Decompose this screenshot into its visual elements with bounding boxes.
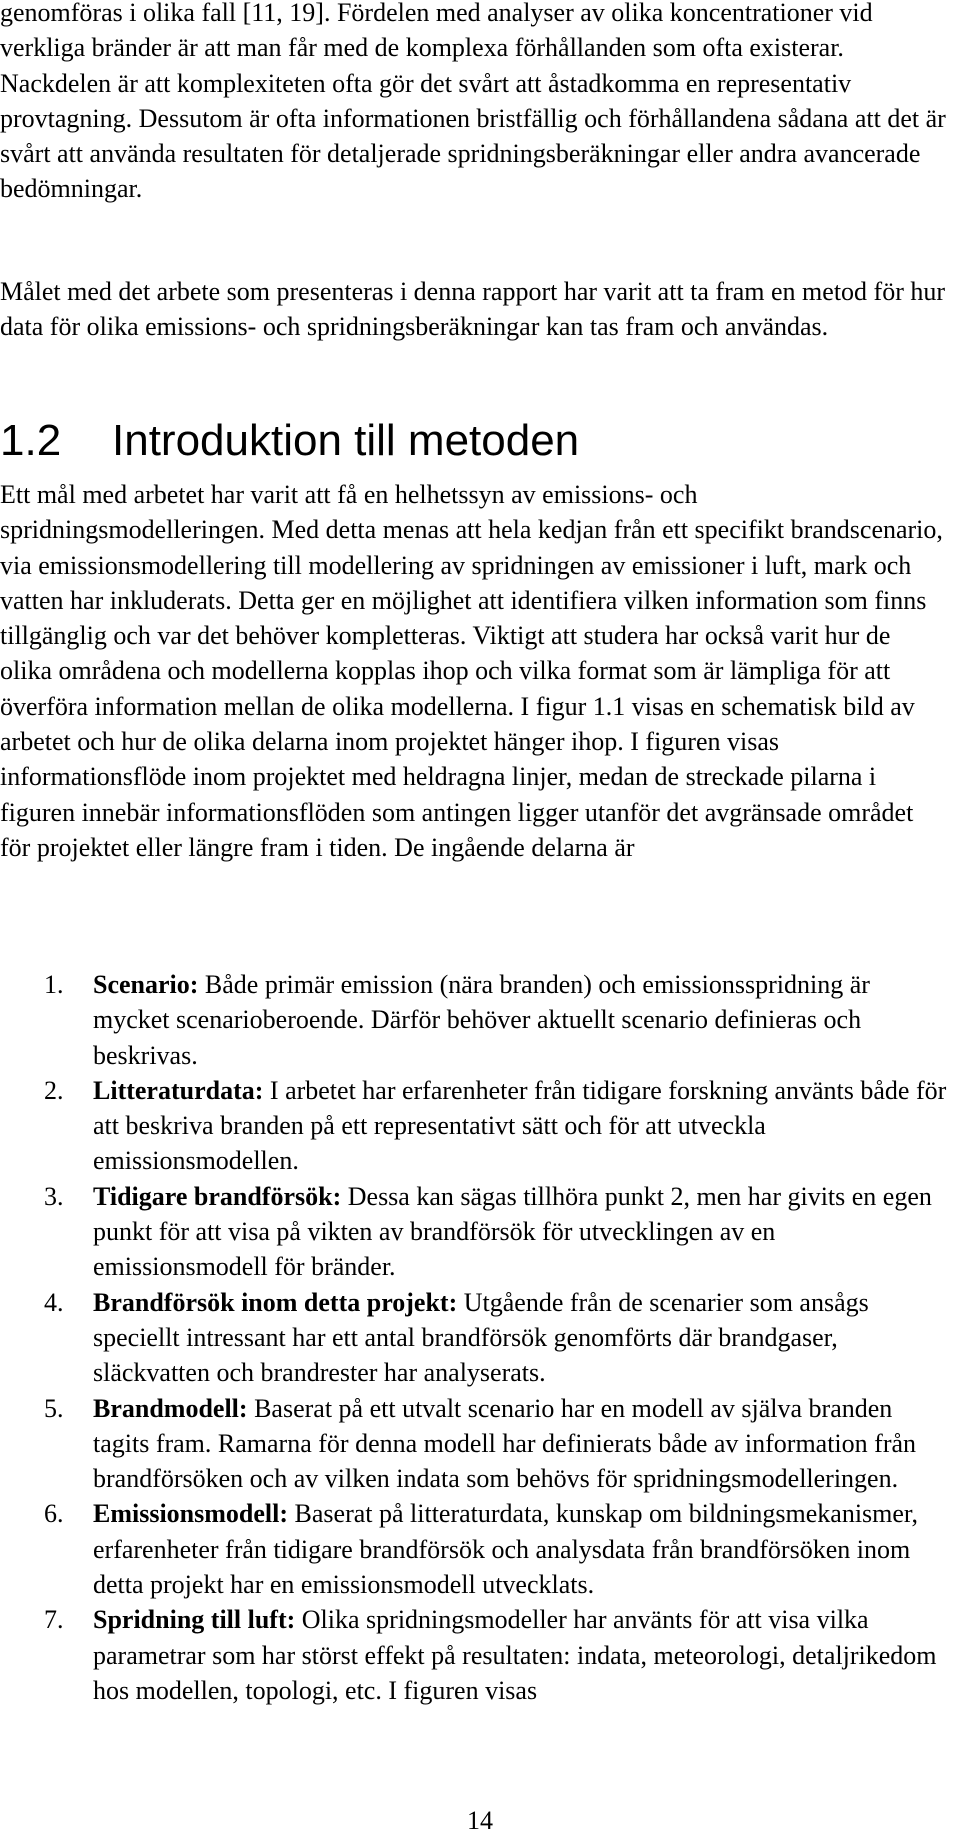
list-item <box>0 1602 948 1708</box>
components-list <box>0 967 960 1708</box>
list-item-text: I arbetet har erfarenheter från tidigare forskning använts både för att beskriva branden på ett representativt sätt och för att utveckla emissionsmodellen. <box>93 1075 947 1176</box>
list-item-term: Spridning till luft: <box>93 1605 296 1635</box>
list-item <box>0 1285 948 1391</box>
list-item-text: Baserat på litteraturdata, kunskap om bildningsmekanismer, erfarenheter från tidigare brandförsök och analysdata från brandförsöken inom detta projekt har en emissionsmodell utvecklats. <box>93 1499 919 1600</box>
section-number: 1.2 <box>0 416 62 465</box>
list-item-number: 2. <box>44 1075 64 1105</box>
list-item-number: 3. <box>44 1181 64 1211</box>
list-item-term: Brandförsök inom detta projekt: <box>93 1287 458 1317</box>
list-item-number: 4. <box>44 1287 64 1317</box>
list-item-term: Litteraturdata: <box>93 1075 264 1105</box>
list-item <box>0 1496 948 1602</box>
list-item-number: 6. <box>44 1499 64 1529</box>
list-item <box>0 1073 948 1179</box>
list-item-term: Emissionsmodell: <box>93 1499 289 1529</box>
section-heading <box>0 415 579 467</box>
list-item-text: Baserat på ett utvalt scenario har en modell av själva branden tagits fram. Ramarna för denna modell har definierats både av information från brandförsöken och av vilken indata som behövs för spridningsmodelleringen. <box>93 1393 917 1494</box>
list-item <box>0 967 948 1073</box>
list-item-number: 1. <box>44 970 64 999</box>
list-item-term: Brandmodell: <box>93 1393 248 1423</box>
paragraph-intro-continued: genomföras i olika fall [11, 19]. Fördelen med analyser av olika koncentrationer vid verkliga bränder är att man får med de komplexa förhållanden som ofta existerar. Nackdelen är att komplexiteten ofta gör det svårt att åstadkomma en representativ provtagning. Dessutom är ofta informationen bristfällig och förhållandena sådana att det är svårt att använda resultaten för detaljerade spridningsberäkningar eller andra avancerade bedömningar. <box>0 0 946 204</box>
paragraph-method-intro: Ett mål med arbetet har varit att få en helhetssyn av emissions- och spridningsmodelleringen. Med detta menas att hela kedjan från ett specifikt brandscenario, via emissionsmodellering till modellering av spridningen av emissioner i luft, mark och vatten har inkluderats. Detta ger en möjlighet att identifiera vilken information som finns tillgänglig och var det behöver kompletteras. Viktigt att studera har också varit hur de olika områdena och modellerna kopplas ihop och vilka format som är lämpliga för att överföra information mellan de olika modellerna. I figur 1.1 visas en schematisk bild av arbetet och hur de olika delarna inom projektet hänger ihop. I figuren visas informationsflöde inom projektet med heldragna linjer, medan de streckade pilarna i figuren innebär informationsflöden som antingen ligger utanför det avgränsade området för projektet eller längre fram i tiden. De ingående delarna är <box>0 480 943 862</box>
list-item-text: Utgående från de scenarier som ansågs speciellt intressant har ett antal brandförsök genomförts där brandgaser, släckvatten och brandrester har analyserats. <box>93 1287 869 1388</box>
list-item-number: 7. <box>44 1605 64 1635</box>
list-item-text: Dessa kan sägas tillhöra punkt 2, men har givits en egen punkt för att visa på vikten av brandförsök för utvecklingen av en emissionsmodell för bränder. <box>93 1181 932 1282</box>
list-item <box>0 1391 948 1497</box>
list-item-term: Tidigare brandförsök: <box>93 1181 342 1211</box>
page-number: 14 <box>467 1806 493 1835</box>
paragraph-report-goal: Målet med det arbete som presenteras i denna rapport har varit att ta fram en metod för hur data för olika emissions- och spridningsberäkningar kan tas fram och användas. <box>0 277 946 342</box>
list-item-number: 5. <box>44 1393 64 1423</box>
list-item-term: Scenario: <box>93 970 199 999</box>
list-item <box>0 1179 948 1285</box>
list-item-text: Både primär emission (nära branden) och emissionsspridning är mycket scenarioberoende. Därför behöver aktuellt scenario definieras och beskrivas. <box>93 970 870 1070</box>
list-item-text: Olika spridningsmodeller har använts för att visa vilka parametrar som har störst effekt på resultaten: indata, meteorologi, detaljrikedom hos modellen, topologi, etc. I figuren visas <box>93 1605 937 1705</box>
section-title: Introduktion till metoden <box>112 416 580 465</box>
